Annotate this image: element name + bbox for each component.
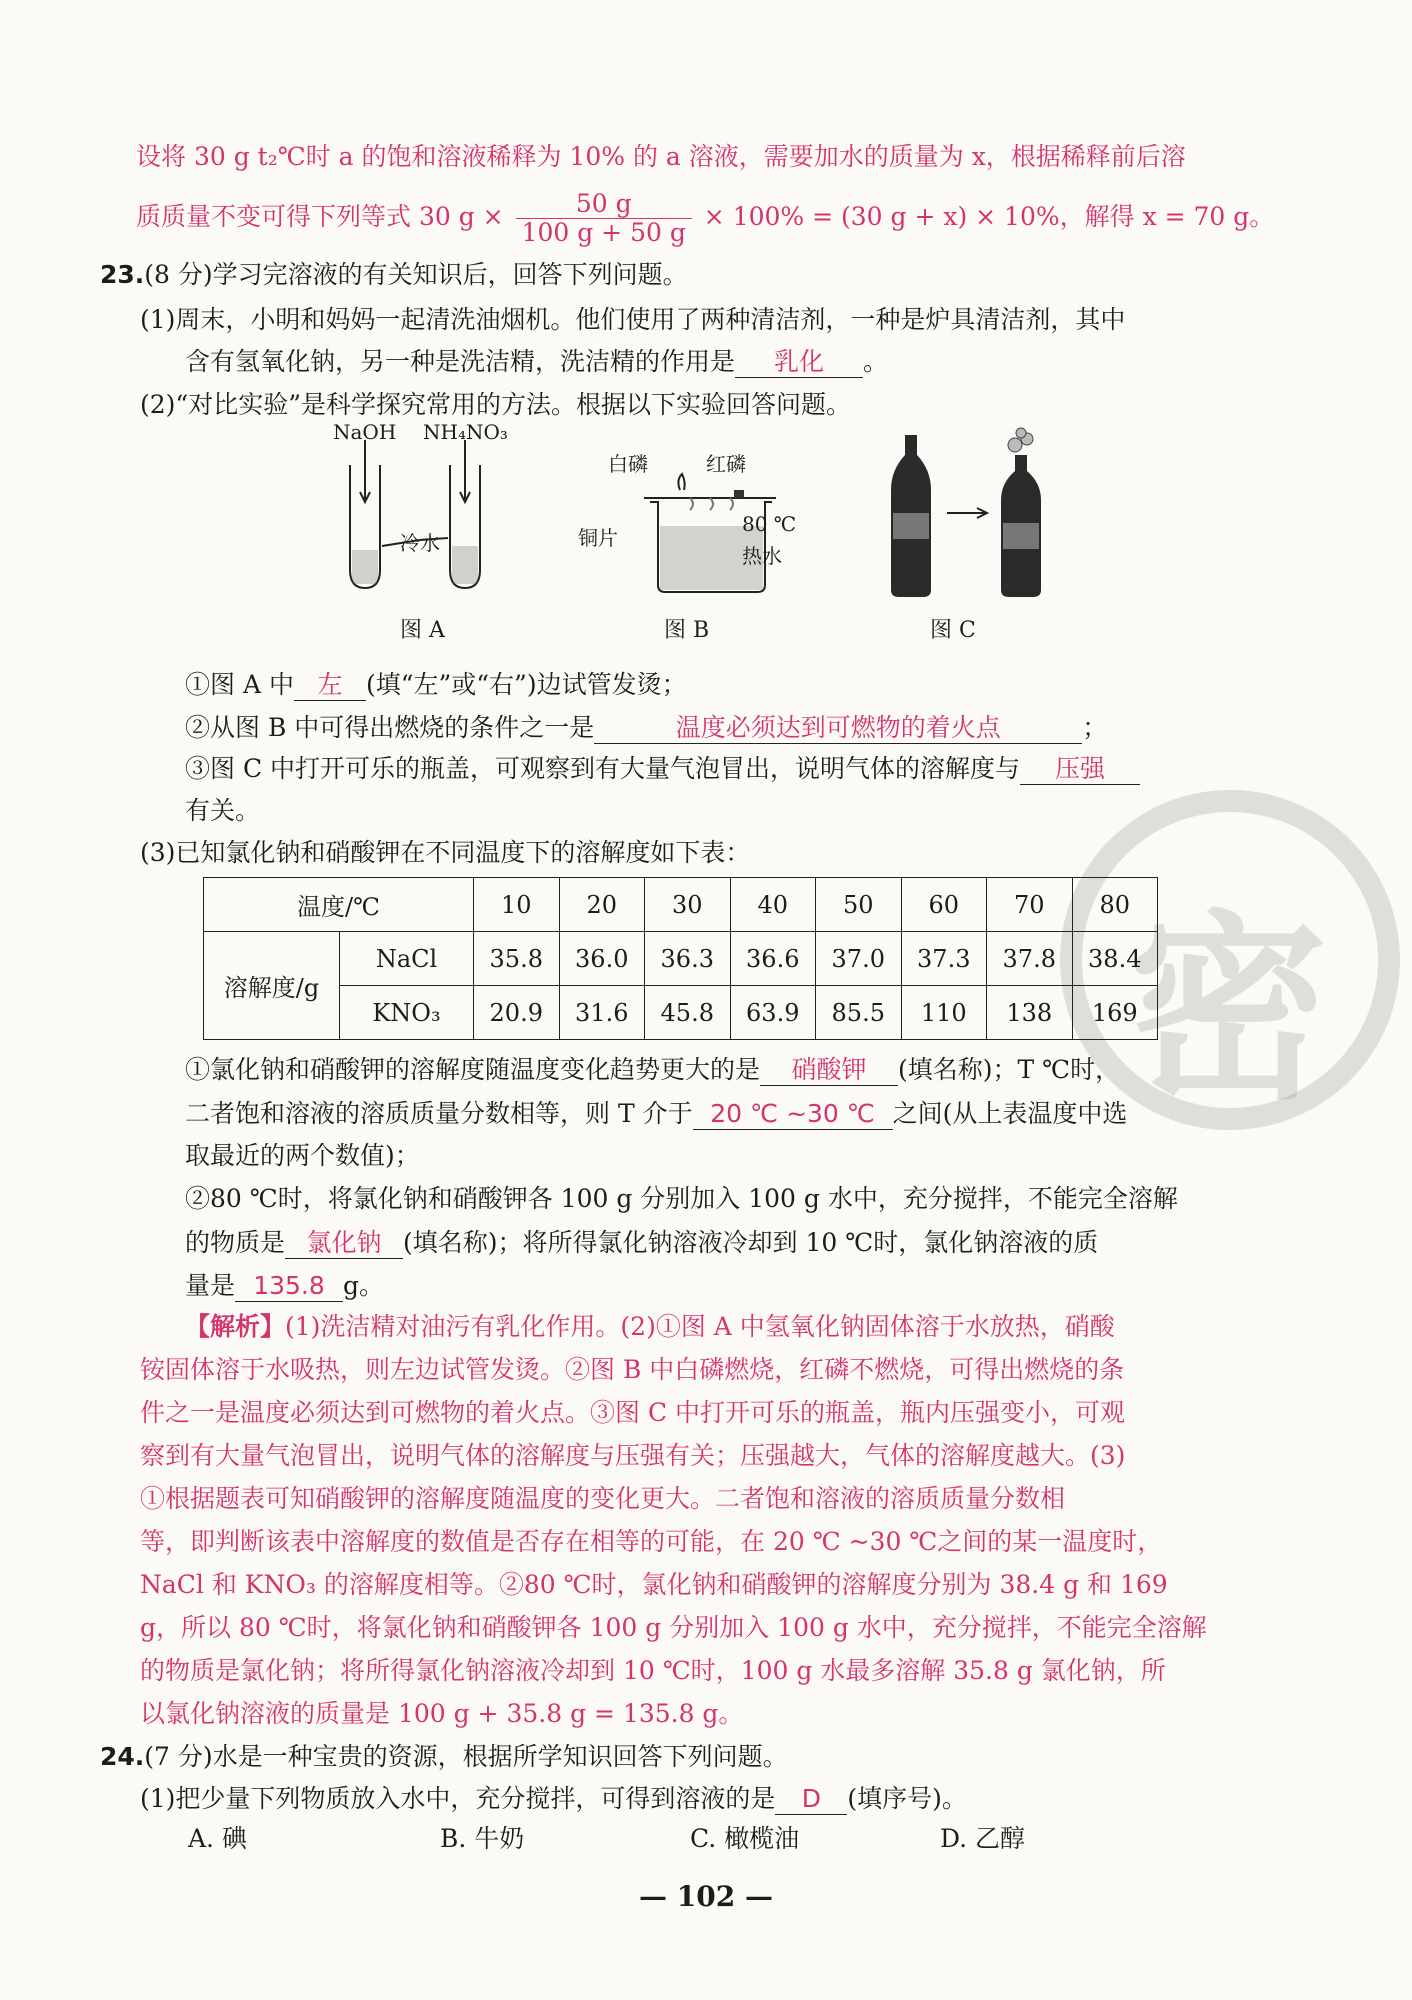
fig-a-label: 图 A: [400, 618, 445, 643]
q23-s1-post: (填“左”或“右”)边试管发烫；: [365, 670, 687, 699]
q23-t2-line2-post: (填名称)；将所得氯化钠溶液冷却到 10 ℃时，氯化钠溶液的质: [403, 1228, 1099, 1257]
table-nacl-label: NaCl: [340, 932, 474, 986]
analysis-line-10: 以氯化钠溶液的质量是 100 g + 35.8 g = 135.8 g。: [140, 1699, 744, 1728]
figure-c: [865, 425, 1075, 600]
analysis-l1: (1)洗洁精对油污有乳化作用。(2)①图 A 中氢氧化钠固体溶于水放热，硝酸: [285, 1312, 1115, 1341]
fig-b-temp: 80 ℃: [742, 512, 797, 536]
closed-bottle-label: [893, 513, 929, 539]
q24-header: [100, 1740, 788, 1774]
q23-p1-line2-pre: 含有氢氧化钠，另一种是洗洁精，洗洁精的作用是: [185, 347, 736, 376]
table-kno3-cell: 110: [901, 986, 987, 1040]
analysis-line-5: ①根据题表可知硝酸钾的溶解度随温度的变化更大。二者饱和溶液的溶质质量分数相: [140, 1484, 1066, 1513]
solubility-table: [203, 877, 1158, 1040]
q23-s3-line2: 有关。: [185, 796, 261, 825]
q23-t2-line2: [185, 1226, 1098, 1260]
table-temp-cell: 70: [987, 878, 1073, 932]
fig-a-naoh: NaOH: [333, 420, 397, 444]
analysis-tag: 【解析】: [185, 1312, 286, 1341]
q23-s2-pre: ②从图 B 中可得出燃烧的条件之一是: [185, 713, 595, 742]
table-row-nacl: [204, 932, 1158, 986]
q23-s1-pre: ①图 A 中: [185, 670, 294, 699]
q23-header-text: (8 分)学习完溶液的有关知识后，回答下列问题。: [144, 260, 688, 289]
q23-t2-line3-pre: 量是: [185, 1271, 236, 1300]
table-temp-cell: 60: [901, 878, 987, 932]
table-temp-cell: 40: [730, 878, 816, 932]
q23-t2-line2-pre: 的物质是: [185, 1228, 286, 1257]
fig-b-red-p: 红磷: [706, 452, 746, 476]
table-temp-cell: 20: [559, 878, 645, 932]
q24-p1-post: (填序号)。: [847, 1784, 967, 1813]
foam: [1008, 428, 1033, 452]
table-kno3-cell: 31.6: [559, 986, 645, 1040]
q23-s1: [185, 668, 687, 702]
fig-a-water: 冷水: [400, 531, 440, 555]
q23-t1-line2-post: 之间(从上表温度中选: [892, 1099, 1128, 1128]
analysis-line-8: g，所以 80 ℃时，将氯化钠和硝酸钾各 100 g 分别加入 100 g 水中，充分搅拌，不能完全溶解: [140, 1613, 1207, 1642]
table-kno3-cell: 45.8: [645, 986, 731, 1040]
q23-s3: [185, 752, 1140, 786]
intro-fraction: [516, 190, 692, 247]
table-kno3-cell: 63.9: [730, 986, 816, 1040]
q23-p2: (2)“对比实验”是科学探究常用的方法。根据以下实验回答问题。: [140, 390, 851, 419]
fig-c-label: 图 C: [930, 618, 976, 643]
table-kno3-cell: 20.9: [474, 986, 560, 1040]
q23-s2: [185, 711, 1107, 745]
q24-option-c: C. 橄榄油: [690, 1824, 800, 1853]
q24-number: 24.: [100, 1742, 145, 1771]
fig-b-label: 图 B: [664, 618, 710, 643]
q23-t1-line3: 取最近的两个数值)；: [185, 1141, 420, 1170]
q23-t1-pre: ①氯化钠和硝酸钾的溶解度随温度变化趋势更大的是: [185, 1055, 761, 1084]
q23-t2-answer: 氯化钠: [285, 1228, 403, 1259]
analysis-line-1: [185, 1310, 1115, 1344]
table-nacl-cell: 36.6: [730, 932, 816, 986]
analysis-line-2: 铵固体溶于水吸热，则左边试管发烫。②图 B 中白磷燃烧，红磷不燃烧，可得出燃烧的条: [140, 1355, 1125, 1384]
table-row-temps: [204, 878, 1158, 932]
fig-b-copper: 铜片: [578, 526, 618, 550]
open-bottle-label: [1003, 523, 1039, 549]
fig-a-nh4no3: NH₄NO₃: [423, 420, 508, 444]
table-kno3-cell: 138: [987, 986, 1073, 1040]
q23-s2-answer: 温度必须达到可燃物的着火点: [594, 713, 1082, 744]
table-nacl-cell: 35.8: [474, 932, 560, 986]
table-temp-cell: 30: [645, 878, 731, 932]
q23-t2-line1: ②80 ℃时，将氯化钠和硝酸钾各 100 g 分别加入 100 g 水中，充分搅拌，不能完全溶解: [185, 1184, 1178, 1213]
q23-t1-post: (填名称)；T ℃时，: [898, 1055, 1121, 1084]
table-kno3-label: KNO₃: [340, 986, 474, 1040]
table-temp-cell: 50: [816, 878, 902, 932]
page-number: — 102 —: [639, 1880, 773, 1913]
white-phosphorus-flame: [678, 474, 684, 490]
table-temp-cell: 10: [474, 878, 560, 932]
table-nacl-cell: 36.3: [645, 932, 731, 986]
table-sol-label: 溶解度/g: [204, 932, 340, 1040]
q23-t1-answer: 硝酸钾: [760, 1055, 898, 1086]
figure-a: [320, 420, 530, 610]
table-row-kno3: [204, 986, 1158, 1040]
q23-p3: (3)已知氯化钠和硝酸钾在不同温度下的溶解度如下表：: [140, 838, 751, 867]
fig-b-white-p: 白磷: [608, 452, 648, 476]
table-temp-cell: 80: [1072, 878, 1158, 932]
analysis-line-9: 的物质是氯化钠；将所得氯化钠溶液冷却到 10 ℃时，100 g 水最多溶解 35.8 g 氯化钠，所: [140, 1656, 1166, 1685]
q23-s1-answer: 左: [294, 670, 366, 701]
q24-option-d: D. 乙醇: [940, 1824, 1026, 1853]
q23-p1-answer: 乳化: [735, 347, 863, 378]
table-nacl-cell: 37.8: [987, 932, 1073, 986]
fraction-denominator: 100 g + 50 g: [521, 218, 686, 247]
intro-line-2-post: × 100% = (30 g + x) × 10%，解得 x = 70 g。: [703, 202, 1275, 231]
q23-p1-line2-post: 。: [863, 347, 889, 376]
analysis-line-6: 等，即判断该表中溶解度的数值是否存在相等的可能，在 20 ℃ ~30 ℃之间的某一温度时，: [140, 1527, 1163, 1556]
red-phosphorus: [734, 490, 744, 498]
q24-option-b: B. 牛奶: [440, 1824, 525, 1853]
q23-s3-answer: 压强: [1020, 754, 1140, 785]
table-nacl-cell: 38.4: [1072, 932, 1158, 986]
watermark-stamp-char: 密: [1128, 894, 1329, 1127]
q24-p1-pre: (1)把少量下列物质放入水中，充分搅拌，可得到溶液的是: [140, 1784, 776, 1813]
q23-t2-line3: [185, 1269, 384, 1303]
q24-p1: [140, 1782, 967, 1816]
intro-line-2-pre: 质质量不变可得下列等式 30 g ×: [136, 202, 504, 231]
fig-b-hot: 热水: [742, 544, 782, 568]
q23-s2-post: ；: [1082, 713, 1108, 742]
analysis-line-4: 察到有大量气泡冒出，说明气体的溶解度与压强有关；压强越大，气体的溶解度越大。(3): [140, 1441, 1126, 1470]
intro-line-2: [136, 190, 1274, 247]
q23-p1-line2: [185, 345, 888, 379]
q24-p1-answer: D: [775, 1784, 847, 1815]
q23-t1-line2-pre: 二者饱和溶液的溶质质量分数相等，则 T 介于: [185, 1099, 693, 1128]
q24-option-a: A. 碘: [188, 1824, 247, 1853]
analysis-line-7: NaCl 和 KNO₃ 的溶解度相等。②80 ℃时，氯化钠和硝酸钾的溶解度分别为 38.4 g 和 169: [140, 1570, 1168, 1599]
q23-number: 23.: [100, 260, 145, 289]
q23-header: [100, 258, 688, 292]
q23-t2-answer2: 135.8: [235, 1271, 343, 1302]
q23-p1-line1: (1)周末，小明和妈妈一起清洗油烟机。他们使用了两种清洁剂，一种是炉具清洁剂，其中: [140, 305, 1126, 334]
q23-t1: [185, 1053, 1120, 1087]
q23-t1-answer2: 20 ℃ ~30 ℃: [693, 1099, 893, 1130]
table-kno3-cell: 169: [1072, 986, 1158, 1040]
analysis-line-3: 件之一是温度必须达到可燃物的着火点。③图 C 中打开可乐的瓶盖，瓶内压强变小，可观: [140, 1398, 1126, 1427]
table-nacl-cell: 36.0: [559, 932, 645, 986]
table-nacl-cell: 37.0: [816, 932, 902, 986]
q23-s3-pre: ③图 C 中打开可乐的瓶盖，可观察到有大量气泡冒出，说明气体的溶解度与: [185, 754, 1021, 783]
intro-line-1: 设将 30 g t₂℃时 a 的饱和溶液稀释为 10% 的 a 溶液，需要加水的质量为 x，根据稀释前后溶: [136, 142, 1186, 171]
table-temp-header: 温度/℃: [204, 878, 474, 932]
fraction-numerator: 50 g: [516, 190, 692, 219]
q24-header-text: (7 分)水是一种宝贵的资源，根据所学知识回答下列问题。: [144, 1742, 788, 1771]
q23-t1-line2: [185, 1097, 1127, 1131]
table-nacl-cell: 37.3: [901, 932, 987, 986]
table-kno3-cell: 85.5: [816, 986, 902, 1040]
q23-t2-line3-post: g。: [343, 1271, 385, 1300]
